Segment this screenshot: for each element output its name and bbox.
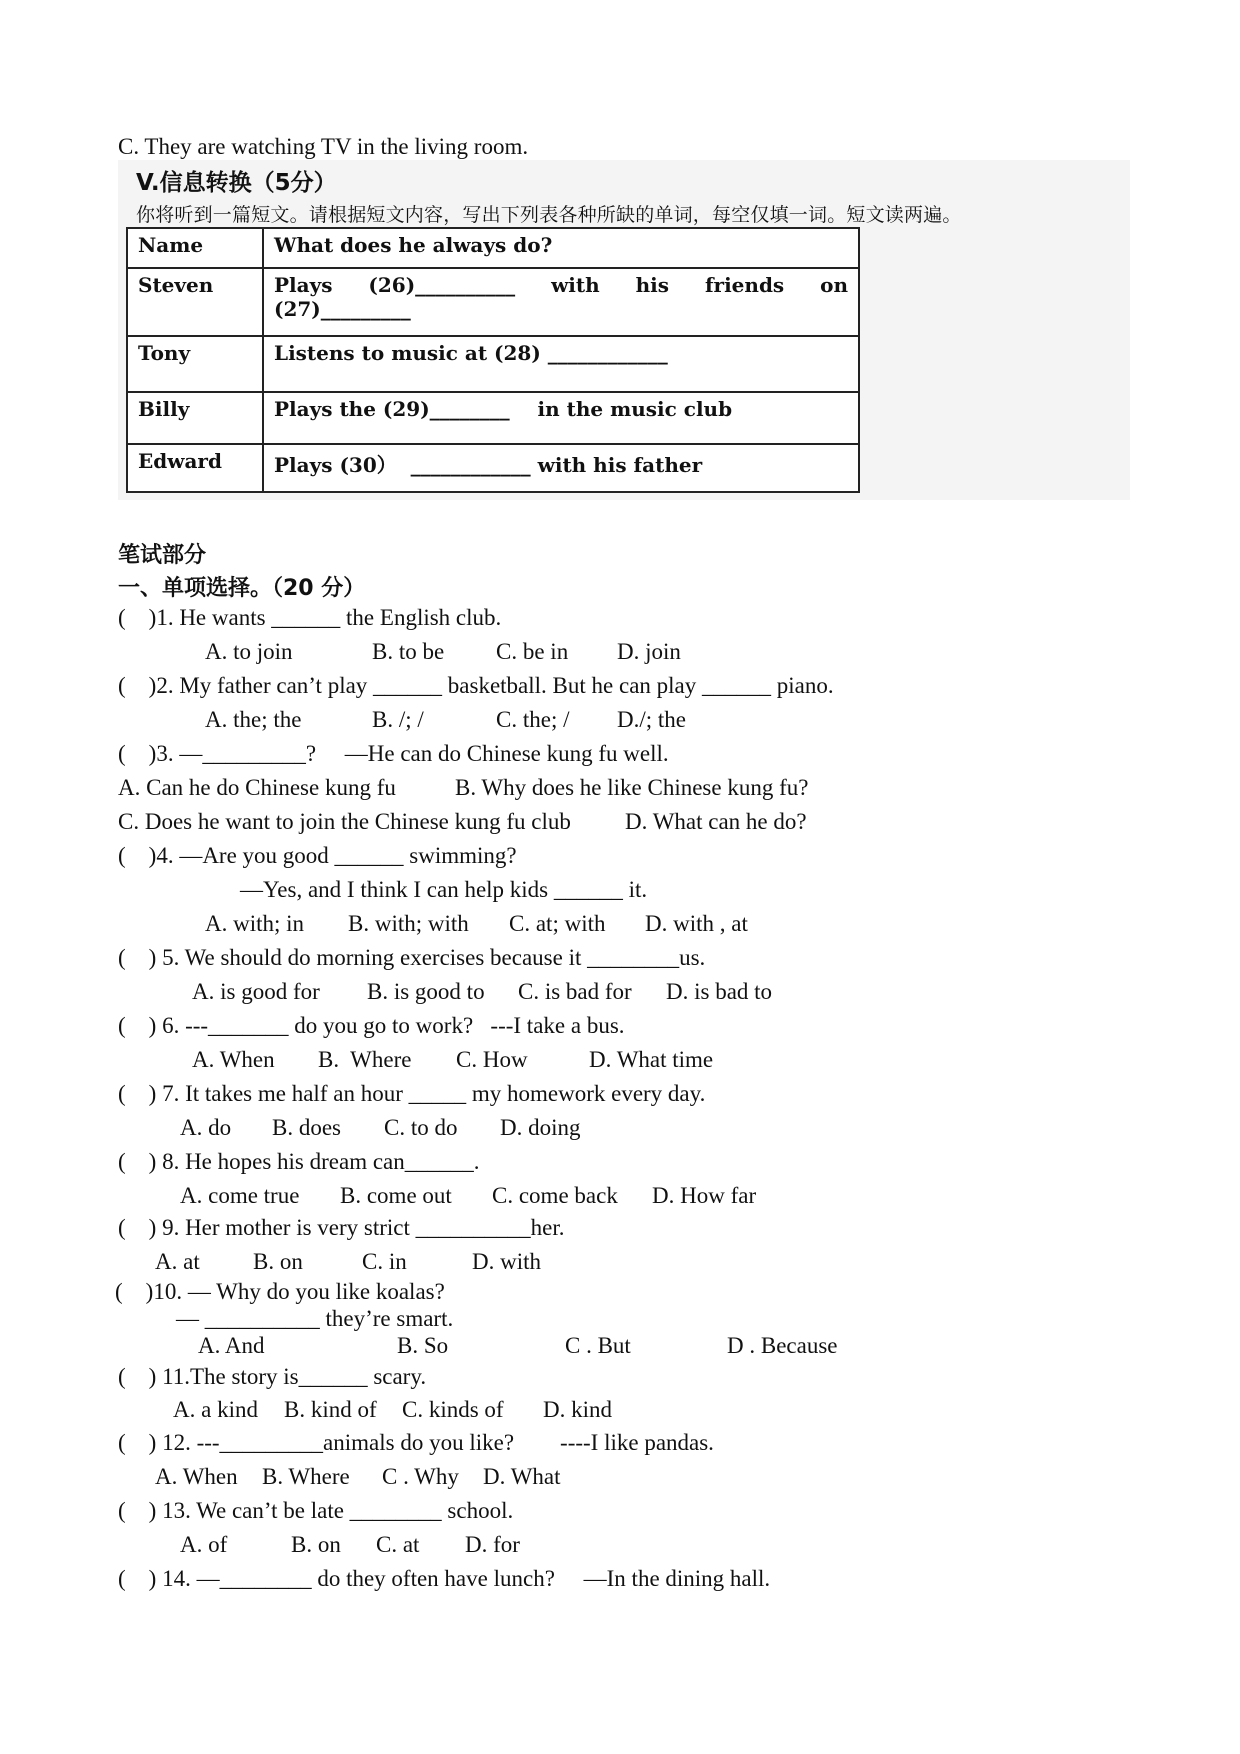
- question-2: ( )2. My father can’t play ______ basketball. But he can play ______ piano.: [118, 673, 834, 698]
- q11-option-a: A. a kind: [173, 1397, 258, 1422]
- row-activity: Listens to music at (28) ____________: [263, 336, 859, 392]
- question-8: ( ) 8. He hopes his dream can______.: [118, 1149, 480, 1174]
- table-row: [127, 268, 859, 336]
- q8-option-d: D. How far: [652, 1183, 757, 1208]
- table-row: [127, 336, 859, 392]
- q2-option-d: D./; the: [617, 707, 686, 732]
- listening-section: [118, 160, 1130, 500]
- question-1: ( )1. He wants ______ the English club.: [118, 605, 502, 630]
- q9-option-d: D. with: [472, 1249, 541, 1274]
- q1-option-d: D. join: [617, 639, 681, 664]
- q9-option-b: B. on: [253, 1249, 303, 1274]
- row-name: Edward: [127, 444, 263, 492]
- q2-option-a: A. the; the: [205, 707, 302, 732]
- q4-option-c: C. at; with: [509, 911, 606, 936]
- q12-option-d: D. What: [483, 1464, 561, 1489]
- row-activity: Plays the (29)________ in the music club: [263, 392, 859, 444]
- row-word: Plays: [274, 273, 333, 297]
- q5-option-b: B. is good to: [367, 979, 485, 1004]
- header-name: Name: [127, 228, 263, 268]
- q6-option-c: C. How: [456, 1047, 528, 1072]
- blank-26: (26)__________: [368, 273, 516, 297]
- q6-option-b: B. Where: [318, 1047, 412, 1072]
- row-activity: [263, 268, 859, 336]
- row-name: Tony: [127, 336, 263, 392]
- listening-heading: V.信息转换（5分）: [136, 170, 337, 196]
- previous-option-c: C. They are watching TV in the living room.: [118, 134, 529, 159]
- question-11: ( ) 11.The story is______ scary.: [118, 1364, 427, 1389]
- q11-option-d: D. kind: [543, 1397, 612, 1422]
- q13-option-b: B. on: [291, 1532, 341, 1557]
- q6-option-d: D. What time: [589, 1047, 714, 1072]
- q10-option-b: B. So: [397, 1333, 449, 1358]
- listening-instruction: 你将听到一篇短文。请根据短文内容，写出下列表各种所缺的单词，每空仅填一词。短文读两遍。: [136, 204, 962, 226]
- q3-option-b: B. Why does he like Chinese kung fu?: [455, 775, 809, 800]
- row-word: on: [820, 273, 848, 297]
- question-13: ( ) 13. We can’t be late ________ school.: [118, 1498, 514, 1523]
- row-word: his: [635, 273, 670, 297]
- section-title: 一、单项选择。（20 分）: [118, 576, 366, 601]
- written-part-title: 笔试部分: [118, 543, 207, 568]
- q10-option-d: D . Because: [727, 1333, 838, 1358]
- q7-option-c: C. to do: [384, 1115, 458, 1140]
- q2-option-c: C. the; /: [496, 707, 570, 732]
- q5-option-c: C. is bad for: [518, 979, 632, 1004]
- q6-option-a: A. When: [192, 1047, 275, 1072]
- q4-option-d: D. with , at: [645, 911, 748, 936]
- row-word: friends: [704, 273, 785, 297]
- table-row: [127, 392, 859, 444]
- q10-option-c: C . But: [565, 1333, 631, 1358]
- question-7: ( ) 7. It takes me half an hour _____ my homework every day.: [118, 1081, 706, 1106]
- question-14: ( ) 14. —________ do they often have lunch? —In the dining hall.: [118, 1566, 771, 1591]
- q11-option-b: B. kind of: [284, 1397, 377, 1422]
- question-3: ( )3. —_________? —He can do Chinese kung fu well.: [118, 741, 669, 766]
- q7-option-d: D. doing: [500, 1115, 581, 1140]
- table-row: [127, 444, 859, 492]
- question-12: ( ) 12. ---_________animals do you like? ----I like pandas.: [118, 1430, 714, 1455]
- q1-option-c: C. be in: [496, 639, 569, 664]
- q13-option-a: A. of: [180, 1532, 228, 1557]
- q7-option-a: A. do: [180, 1115, 232, 1140]
- q3-option-a: A. Can he do Chinese kung fu: [118, 775, 396, 800]
- question-10-reply: — __________ they’re smart.: [176, 1306, 454, 1331]
- row-activity: Plays (30） ____________ with his father: [263, 444, 859, 492]
- q5-option-d: D. is bad to: [666, 979, 773, 1004]
- header-question: What does he always do?: [263, 228, 859, 268]
- question-10: ( )10. — Why do you like koalas?: [115, 1279, 445, 1304]
- q12-option-c: C . Why: [382, 1464, 459, 1489]
- q12-option-a: A. When: [155, 1464, 238, 1489]
- q8-option-a: A. come true: [180, 1183, 300, 1208]
- question-6: ( ) 6. ---_______ do you go to work? ---I take a bus.: [118, 1013, 625, 1038]
- q9-option-c: C. in: [362, 1249, 407, 1274]
- table-header-row: [127, 228, 859, 268]
- q3-option-d: D. What can he do?: [625, 809, 807, 834]
- q10-option-a: A. And: [198, 1333, 265, 1358]
- q12-option-b: B. Where: [262, 1464, 350, 1489]
- q13-option-c: C. at: [376, 1532, 420, 1557]
- q1-option-b: B. to be: [372, 639, 445, 664]
- q9-option-a: A. at: [155, 1249, 200, 1274]
- question-5: ( ) 5. We should do morning exercises because it ________us.: [118, 945, 706, 970]
- q4-option-b: B. with; with: [348, 911, 469, 936]
- q8-option-b: B. come out: [340, 1183, 452, 1208]
- info-table: [126, 227, 860, 493]
- q2-option-b: B. /; /: [372, 707, 424, 732]
- q3-option-c: C. Does he want to join the Chinese kung fu club: [118, 809, 571, 834]
- row-name: Steven: [127, 268, 263, 336]
- row-name: Billy: [127, 392, 263, 444]
- q13-option-d: D. for: [465, 1532, 520, 1557]
- question-4: ( )4. —Are you good ______ swimming?: [118, 843, 517, 868]
- q11-option-c: C. kinds of: [402, 1397, 504, 1422]
- question-4-reply: —Yes, and I think I can help kids ______ it.: [240, 877, 648, 902]
- q5-option-a: A. is good for: [192, 979, 320, 1004]
- q4-option-a: A. with; in: [205, 911, 305, 936]
- blank-27: (27)_________: [274, 297, 411, 321]
- question-9: ( ) 9. Her mother is very strict __________her.: [118, 1215, 565, 1240]
- row-word: with: [551, 273, 600, 297]
- q7-option-b: B. does: [272, 1115, 341, 1140]
- q8-option-c: C. come back: [492, 1183, 618, 1208]
- q1-option-a: A. to join: [205, 639, 293, 664]
